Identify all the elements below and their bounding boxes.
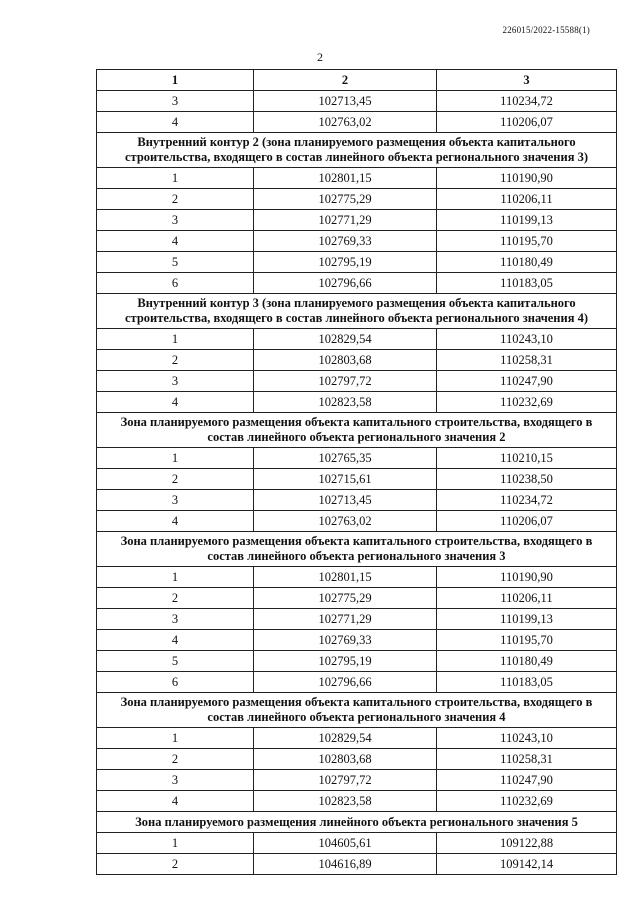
y-coordinate-cell: 110206,11 [437,189,617,210]
point-number-cell: 5 [97,252,254,273]
table-row [97,728,617,749]
point-number-cell: 3 [97,490,254,511]
x-coordinate-cell: 102803,68 [254,350,437,371]
y-coordinate-cell: 110183,05 [437,672,617,693]
section-title: Внутренний контур 3 (зона планируемого размещения объекта капитального строительства, входящего в состав линейного объекта регионального значения 4) [97,294,617,329]
x-coordinate-cell: 102771,29 [254,609,437,630]
page-number: 2 [317,50,323,64]
table-row [97,469,617,490]
x-coordinate-cell: 102771,29 [254,210,437,231]
point-number-cell: 2 [97,469,254,490]
x-coordinate-cell: 102769,33 [254,630,437,651]
point-number-cell: 1 [97,567,254,588]
table-row [97,210,617,231]
y-coordinate-cell: 110234,72 [437,490,617,511]
coordinates-table [96,69,617,875]
table-row [97,168,617,189]
table-row [97,630,617,651]
table-row [97,112,617,133]
y-coordinate-cell: 110206,07 [437,511,617,532]
y-coordinate-cell: 109122,88 [437,833,617,854]
table-row [97,231,617,252]
y-coordinate-cell: 110183,05 [437,273,617,294]
x-coordinate-cell: 102715,61 [254,469,437,490]
section-header-row [97,532,617,567]
table-row [97,91,617,112]
x-coordinate-cell: 104616,89 [254,854,437,875]
section-title: Зона планируемого размещения объекта капитального строительства, входящего в состав линейного объекта регионального значения 2 [97,413,617,448]
y-coordinate-cell: 110190,90 [437,168,617,189]
column-header-number: 1 [97,70,254,91]
x-coordinate-cell: 102797,72 [254,770,437,791]
point-number-cell: 4 [97,231,254,252]
y-coordinate-cell: 110232,69 [437,392,617,413]
x-coordinate-cell: 102795,19 [254,651,437,672]
x-coordinate-cell: 102829,54 [254,329,437,350]
table-row [97,833,617,854]
table-row [97,189,617,210]
y-coordinate-cell: 110195,70 [437,231,617,252]
point-number-cell: 3 [97,371,254,392]
table-row [97,588,617,609]
y-coordinate-cell: 110258,31 [437,350,617,371]
section-header-row [97,294,617,329]
section-header-row [97,133,617,168]
point-number-cell: 3 [97,91,254,112]
x-coordinate-cell: 102797,72 [254,371,437,392]
point-number-cell: 1 [97,168,254,189]
table-row [97,371,617,392]
x-coordinate-cell: 102823,58 [254,392,437,413]
document-registration-number: 226015/2022-15588(1) [502,25,590,35]
point-number-cell: 3 [97,609,254,630]
table-row [97,490,617,511]
y-coordinate-cell: 110190,90 [437,567,617,588]
table-row [97,791,617,812]
y-coordinate-cell: 110210,15 [437,448,617,469]
y-coordinate-cell: 110232,69 [437,791,617,812]
point-number-cell: 2 [97,588,254,609]
y-coordinate-cell: 110243,10 [437,329,617,350]
x-coordinate-cell: 102775,29 [254,189,437,210]
point-number-cell: 1 [97,329,254,350]
table-row [97,273,617,294]
x-coordinate-cell: 102829,54 [254,728,437,749]
section-header-row [97,812,617,833]
y-coordinate-cell: 110243,10 [437,728,617,749]
point-number-cell: 4 [97,112,254,133]
column-header-x: 2 [254,70,437,91]
table-row [97,770,617,791]
x-coordinate-cell: 104605,61 [254,833,437,854]
section-header-row [97,693,617,728]
y-coordinate-cell: 110199,13 [437,609,617,630]
point-number-cell: 4 [97,630,254,651]
section-title: Внутренний контур 2 (зона планируемого размещения объекта капитального строительства, входящего в состав линейного объекта регионального значения 3) [97,133,617,168]
y-coordinate-cell: 110180,49 [437,252,617,273]
point-number-cell: 2 [97,749,254,770]
x-coordinate-cell: 102769,33 [254,231,437,252]
section-title: Зона планируемого размещения объекта капитального строительства, входящего в состав линейного объекта регионального значения 3 [97,532,617,567]
section-title: Зона планируемого размещения объекта капитального строительства, входящего в состав линейного объекта регионального значения 4 [97,693,617,728]
y-coordinate-cell: 110234,72 [437,91,617,112]
point-number-cell: 1 [97,448,254,469]
x-coordinate-cell: 102796,66 [254,273,437,294]
y-coordinate-cell: 110247,90 [437,371,617,392]
table-header-row [97,70,617,91]
table-row [97,749,617,770]
point-number-cell: 2 [97,854,254,875]
y-coordinate-cell: 110199,13 [437,210,617,231]
section-title: Зона планируемого размещения линейного объекта регионального значения 5 [97,812,617,833]
table-row [97,651,617,672]
x-coordinate-cell: 102823,58 [254,791,437,812]
table-row [97,252,617,273]
table-row [97,350,617,371]
x-coordinate-cell: 102713,45 [254,490,437,511]
point-number-cell: 4 [97,791,254,812]
table-row [97,392,617,413]
x-coordinate-cell: 102765,35 [254,448,437,469]
point-number-cell: 1 [97,728,254,749]
y-coordinate-cell: 109142,14 [437,854,617,875]
y-coordinate-cell: 110238,50 [437,469,617,490]
point-number-cell: 2 [97,189,254,210]
point-number-cell: 1 [97,833,254,854]
section-header-row [97,413,617,448]
x-coordinate-cell: 102801,15 [254,168,437,189]
x-coordinate-cell: 102803,68 [254,749,437,770]
point-number-cell: 3 [97,210,254,231]
point-number-cell: 4 [97,392,254,413]
y-coordinate-cell: 110180,49 [437,651,617,672]
x-coordinate-cell: 102801,15 [254,567,437,588]
point-number-cell: 3 [97,770,254,791]
column-header-y: 3 [437,70,617,91]
x-coordinate-cell: 102763,02 [254,112,437,133]
table-row [97,854,617,875]
point-number-cell: 4 [97,511,254,532]
x-coordinate-cell: 102763,02 [254,511,437,532]
x-coordinate-cell: 102775,29 [254,588,437,609]
x-coordinate-cell: 102713,45 [254,91,437,112]
table-row [97,672,617,693]
y-coordinate-cell: 110195,70 [437,630,617,651]
y-coordinate-cell: 110206,11 [437,588,617,609]
table-row [97,329,617,350]
table-row [97,448,617,469]
point-number-cell: 6 [97,273,254,294]
table-row [97,609,617,630]
coordinates-table-body [97,70,617,875]
y-coordinate-cell: 110258,31 [437,749,617,770]
point-number-cell: 5 [97,651,254,672]
point-number-cell: 6 [97,672,254,693]
table-row [97,567,617,588]
table-row [97,511,617,532]
y-coordinate-cell: 110206,07 [437,112,617,133]
point-number-cell: 2 [97,350,254,371]
x-coordinate-cell: 102796,66 [254,672,437,693]
y-coordinate-cell: 110247,90 [437,770,617,791]
x-coordinate-cell: 102795,19 [254,252,437,273]
